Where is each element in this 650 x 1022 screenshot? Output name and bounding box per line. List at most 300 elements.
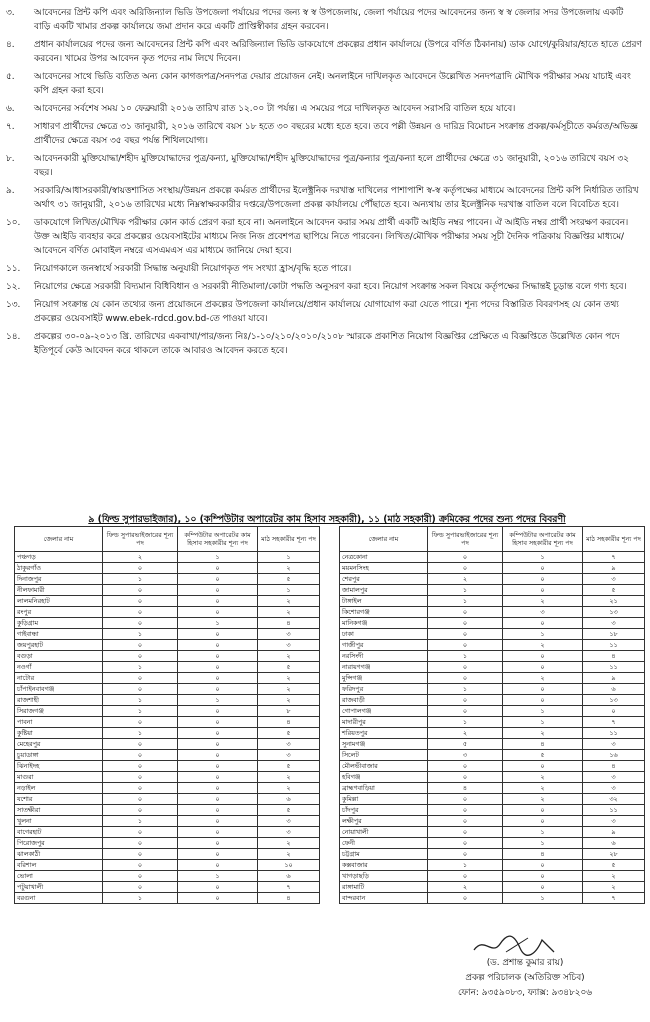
- operator-count-cell: ১: [178, 618, 258, 629]
- district-cell: ভোলা: [15, 871, 103, 882]
- district-cell: বরগুনা: [15, 893, 103, 904]
- clause-text: সরকারি/আধাসরকারী/স্বায়ত্তশাসিত সংস্থায়/উন্নয়ন প্রকল্পে কর্মরত প্রার্থীদের ইলেক্ট্রনিক দরখাস্ত দাখিলের পাশাপাশি স্ব-স্ব কর্তৃপক্ষের মাধ্যমে আবেদনের প্রিন্ট কপি নির্ধারিত তারিখ অর্থাৎ ৩১ জানুয়ারী, ২০১৬ তারিখের মধ্যে নিম্নস্বাক্ষরকারীর দপ্তরে/উপজেলা প্রকল্প কার্যালয়ে পৌঁছাতে হবে। অন্যথায় তার ইলেক্ট্রনিক দরখাস্ত বাতিল বলে বিবেচিত হবে।: [34, 186, 639, 210]
- field-count-cell: ৭: [583, 552, 645, 563]
- operator-count-cell: ০: [503, 761, 583, 772]
- table-row: [15, 849, 320, 860]
- field-count-cell: ৩: [583, 816, 645, 827]
- col-field: মাঠ সহকারীর শূন্য পদ: [583, 527, 645, 552]
- table-row: [340, 728, 645, 739]
- field-count-cell: ৫: [583, 585, 645, 596]
- operator-count-cell: ০: [178, 783, 258, 794]
- supervisor-count-cell: ০: [428, 849, 503, 860]
- field-count-cell: ২: [258, 563, 320, 574]
- col-operator: কম্পিউটার অপারেটর কাম হিসাব সহকারীর শূন্য পদ: [503, 527, 583, 552]
- operator-count-cell: ০: [178, 563, 258, 574]
- field-count-cell: ৪: [583, 761, 645, 772]
- clause-number: ৭.: [6, 122, 15, 132]
- operator-count-cell: ০: [503, 585, 583, 596]
- clause-item: [6, 216, 642, 258]
- district-cell: মাদারীপুর: [340, 717, 428, 728]
- table-row: [340, 706, 645, 717]
- district-cell: রাজশাহী: [15, 695, 103, 706]
- operator-count-cell: ০: [178, 739, 258, 750]
- clause-number: ৫.: [6, 72, 15, 82]
- operator-count-cell: ২: [503, 728, 583, 739]
- district-cell: মুন্সিগঞ্জ: [340, 673, 428, 684]
- operator-count-cell: ০: [178, 761, 258, 772]
- district-cell: নাটোর: [15, 673, 103, 684]
- field-count-cell: ৩: [258, 816, 320, 827]
- table-row: [340, 651, 645, 662]
- district-cell: লক্ষীপুর: [340, 816, 428, 827]
- supervisor-count-cell: ০: [428, 761, 503, 772]
- field-count-cell: ৩২: [583, 794, 645, 805]
- operator-count-cell: ১: [178, 695, 258, 706]
- district-cell: নড়াইল: [15, 783, 103, 794]
- supervisor-count-cell: ০: [103, 563, 178, 574]
- operator-count-cell: ২: [503, 783, 583, 794]
- district-cell: টাঙ্গাইল: [340, 596, 428, 607]
- field-count-cell: ৩: [583, 739, 645, 750]
- district-cell: নেত্রকোনা: [340, 552, 428, 563]
- supervisor-count-cell: ০: [428, 827, 503, 838]
- field-count-cell: ৩: [258, 827, 320, 838]
- table-row: [340, 750, 645, 761]
- operator-count-cell: ০: [178, 794, 258, 805]
- table-row: [340, 684, 645, 695]
- supervisor-count-cell: ০: [103, 750, 178, 761]
- table-row: [15, 662, 320, 673]
- district-cell: মৌলভীবাজার: [340, 761, 428, 772]
- field-count-cell: ১১: [583, 662, 645, 673]
- district-cell: কিশোরগঞ্জ: [340, 607, 428, 618]
- operator-count-cell: ০: [503, 563, 583, 574]
- supervisor-count-cell: ০: [428, 673, 503, 684]
- table-row: [340, 783, 645, 794]
- field-count-cell: ৮: [258, 706, 320, 717]
- operator-count-cell: ০: [503, 805, 583, 816]
- supervisor-count-cell: ০: [428, 695, 503, 706]
- supervisor-count-cell: ৩: [428, 750, 503, 761]
- field-count-cell: ২: [258, 673, 320, 684]
- operator-count-cell: ০: [503, 695, 583, 706]
- operator-count-cell: ২: [503, 596, 583, 607]
- table-row: [340, 574, 645, 585]
- district-cell: রংপুর: [15, 607, 103, 618]
- table-row: [15, 761, 320, 772]
- district-cell: ফেনী: [340, 838, 428, 849]
- field-count-cell: ৫: [258, 574, 320, 585]
- col-district: জেলার নাম: [15, 527, 103, 552]
- district-cell: গাইবান্ধা: [15, 629, 103, 640]
- supervisor-count-cell: ০: [103, 871, 178, 882]
- district-cell: শেরপুর: [340, 574, 428, 585]
- district-cell: খুলনা: [15, 816, 103, 827]
- field-count-cell: ২: [258, 783, 320, 794]
- col-district: জেলার নাম: [340, 527, 428, 552]
- operator-count-cell: ০: [503, 651, 583, 662]
- field-count-cell: ১: [258, 552, 320, 563]
- table-row: [340, 618, 645, 629]
- table-row: [15, 838, 320, 849]
- field-count-cell: ৪: [583, 651, 645, 662]
- supervisor-count-cell: ০: [103, 651, 178, 662]
- supervisor-count-cell: ১: [428, 651, 503, 662]
- clause-text: ডাকযোগে লিখিত/মৌখিক পরীক্ষার কোন কার্ড প্রেরণ করা হবে না। অনলাইনে আবেদন করার সময় প্রার্থী একটি আইডি নম্বর পাবেন। ঐ আইডি নম্বর প্রার্থী সংরক্ষণ করবেন। উক্ত আইডি ব্যবহার করে প্রকল্পের ওয়েবসাইটের মাধ্যমে নিজ নিজ প্রবেশপত্র ছাপিয়ে নিতে পারবেন। লিখিত/মৌখিক পরীক্ষার সময় সূচী দৈনিক পত্রিকায় বিজ্ঞপ্তির মাধ্যমে/আবেদনে বর্ণিত মোবাইল নম্বরে এসএমএস এর মাধ্যমে জানিয়ে দেয়া হবে।: [34, 218, 629, 256]
- table-row: [340, 893, 645, 904]
- clause-text: নিয়োগের ক্ষেত্রে সরকারী বিদ্যমান বিধিবিধান ও সরকারী নীতিমালা/কোটা পদ্ধতি অনুসরণ করা হবে। নিয়োগ সংক্রান্ত সকল বিষয়ে কর্তৃপক্ষের সিদ্ধান্তই চূড়ান্ত বলে গণ্য হবে।: [34, 282, 627, 292]
- field-count-cell: ২: [583, 882, 645, 893]
- field-count-cell: ২: [258, 695, 320, 706]
- district-cell: সিলেট: [340, 750, 428, 761]
- table-row: [340, 838, 645, 849]
- table-row: [15, 552, 320, 563]
- vacancy-table-left: [14, 526, 320, 904]
- clause-number: ১০.: [6, 218, 21, 228]
- table-row: [340, 607, 645, 618]
- table-row: [15, 717, 320, 728]
- supervisor-count-cell: ০: [103, 673, 178, 684]
- table-row: [340, 629, 645, 640]
- district-cell: নরসিংদী: [340, 651, 428, 662]
- supervisor-count-cell: ০: [428, 662, 503, 673]
- field-count-cell: ৫: [583, 860, 645, 871]
- district-cell: মানিকগঞ্জ: [340, 618, 428, 629]
- operator-count-cell: ১: [503, 893, 583, 904]
- operator-count-cell: ০: [178, 629, 258, 640]
- table-row: [340, 596, 645, 607]
- supervisor-count-cell: ০: [103, 882, 178, 893]
- clause-item: [6, 152, 642, 180]
- district-cell: রাজবাড়ী: [340, 695, 428, 706]
- table-row: [340, 761, 645, 772]
- district-cell: গাজীপুর: [340, 640, 428, 651]
- supervisor-count-cell: ০: [428, 706, 503, 717]
- clause-number: ১৩.: [6, 300, 21, 310]
- field-count-cell: ২: [258, 772, 320, 783]
- supervisor-count-cell: ০: [428, 772, 503, 783]
- supervisor-count-cell: ০: [103, 772, 178, 783]
- supervisor-count-cell: ০: [428, 607, 503, 618]
- clause-item: [6, 120, 642, 148]
- clause-text: আবেদনের সর্বশেষ সময় ১০ ফেব্রুয়ারী ২০১৬ তারিখ রাত ১২.০০ টা পর্যন্ত। এ সময়ের পরে দাখিলকৃত আবেদন সরাসরি বাতিল হয়ে যাবে।: [34, 104, 516, 114]
- supervisor-count-cell: ৪: [428, 783, 503, 794]
- operator-count-cell: ০: [503, 816, 583, 827]
- supervisor-count-cell: ১: [103, 695, 178, 706]
- field-count-cell: ২: [258, 596, 320, 607]
- supervisor-count-cell: ০: [103, 684, 178, 695]
- field-count-cell: ১৬: [583, 750, 645, 761]
- table-row: [15, 563, 320, 574]
- supervisor-count-cell: ২: [428, 728, 503, 739]
- operator-count-cell: ২: [503, 640, 583, 651]
- clause-text: প্রকল্পের ৩০-০৯-২০১৩ খ্রি. তারিখের একবাখা/পার/জন্য নিঃ/১-১০/২১০/২০১০/২১০৮ স্মারকে প্রকাশিত নিয়োগ বিজ্ঞপ্তির প্রেক্ষিতে এ বিজ্ঞপ্তিতে উল্লেখিত কোন পদে ইতিপূর্বে কেউ আবেদন করে থাকলে তাকে আবারও আবেদন করতে হবে।: [34, 332, 620, 356]
- district-cell: চট্টগ্রাম: [340, 849, 428, 860]
- field-count-cell: ৫: [258, 728, 320, 739]
- field-count-cell: ৬: [583, 838, 645, 849]
- field-count-cell: ২: [258, 838, 320, 849]
- operator-count-cell: ০: [178, 651, 258, 662]
- field-count-cell: ৩: [583, 772, 645, 783]
- district-cell: নওগাঁ: [15, 662, 103, 673]
- operator-count-cell: ০: [178, 706, 258, 717]
- col-supervisor: ফিল্ড সুপারভাইজারের শূন্য পদ: [103, 527, 178, 552]
- signature-block: [410, 956, 640, 1001]
- clause-item: [6, 280, 642, 294]
- operator-count-cell: ০: [178, 574, 258, 585]
- table-row: [15, 772, 320, 783]
- table-row: [340, 695, 645, 706]
- supervisor-count-cell: ০: [428, 629, 503, 640]
- field-count-cell: ২: [258, 684, 320, 695]
- table-row: [340, 772, 645, 783]
- supervisor-count-cell: ০: [103, 794, 178, 805]
- field-count-cell: ২৮: [583, 849, 645, 860]
- field-count-cell: ৩: [258, 739, 320, 750]
- clause-text: সাধারণ প্রার্থীদের ক্ষেত্রে ৩১ জানুয়ারী, ২০১৬ তারিখে বয়স ১৮ হতে ৩০ বছরের মধ্যে হতে হবে। তবে পল্লী উন্নয়ন ও দারিদ্র বিমোচন সংক্রান্ত প্রকল্প/কর্মসূচীতে কর্মরত/অভিজ্ঞ প্রার্থীদের ক্ষেত্রে বয়স ৩৫ বছর পর্যন্ত শিথিলযোগ্য।: [34, 122, 638, 146]
- table-row: [340, 827, 645, 838]
- district-cell: পাবনা: [15, 717, 103, 728]
- district-cell: সিরাজগঞ্জ: [15, 706, 103, 717]
- table-row: [15, 651, 320, 662]
- district-cell: পিরোজপুর: [15, 838, 103, 849]
- clause-item: [6, 38, 642, 66]
- supervisor-count-cell: ০: [428, 640, 503, 651]
- table-row: [340, 552, 645, 563]
- district-cell: চাঁদপুর: [340, 805, 428, 816]
- supervisor-count-cell: ০: [428, 563, 503, 574]
- clause-number: ১৪.: [6, 332, 21, 342]
- operator-count-cell: ০: [178, 662, 258, 673]
- supervisor-count-cell: ১: [428, 596, 503, 607]
- operator-count-cell: ১: [503, 827, 583, 838]
- table-row: [15, 805, 320, 816]
- district-cell: লালমনিরহাট: [15, 596, 103, 607]
- table-row: [15, 893, 320, 904]
- operator-count-cell: ০: [503, 574, 583, 585]
- field-count-cell: ৯: [583, 673, 645, 684]
- operator-count-cell: ১: [503, 552, 583, 563]
- operator-count-cell: ১: [503, 838, 583, 849]
- supervisor-count-cell: ০: [103, 838, 178, 849]
- field-count-cell: ১৩: [583, 695, 645, 706]
- supervisor-count-cell: ১: [103, 662, 178, 673]
- supervisor-count-cell: ০: [103, 607, 178, 618]
- table-header-row: [340, 527, 645, 552]
- operator-count-cell: ১: [503, 706, 583, 717]
- field-count-cell: ২: [583, 871, 645, 882]
- clause-item: [6, 6, 642, 34]
- supervisor-count-cell: ০: [103, 805, 178, 816]
- clause-text: আবেদনের সাথে ভিডি ব্যতিত অন্য কোন কাগজপত্র/সনদপত্র দেয়ার প্রয়োজন নেই। অনলাইনে দাখিলকৃত আবেদনে উল্লেখিত সনদপত্রাদি মৌখিক পরীক্ষার সময় যাচাই এবং কপি গ্রহন করা হবে।: [34, 72, 631, 96]
- operator-count-cell: ০: [178, 673, 258, 684]
- district-cell: চাঁপাইনবাবগঞ্জ: [15, 684, 103, 695]
- district-cell: চুয়াডাঙ্গা: [15, 750, 103, 761]
- operator-count-cell: ১: [503, 629, 583, 640]
- table-row: [340, 739, 645, 750]
- table-row: [15, 794, 320, 805]
- clause-text: আবেদনকারী মুক্তিযোদ্ধা/শহীদ মুক্তিযোদ্ধাদের পুত্র/কন্যা, মুক্তিযোদ্ধা/শহীদ মুক্তিযোদ্ধাদের পুত্র/কন্যার পুত্র/কন্যা হলে প্রার্থীদের ক্ষেত্রে ৩১ জানুয়ারী, ২০১৬ তারিখে বয়স ৩২ বছর।: [34, 154, 629, 178]
- field-count-cell: ০: [583, 706, 645, 717]
- supervisor-count-cell: ০: [103, 596, 178, 607]
- clause-item: [6, 330, 642, 358]
- supervisor-count-cell: ১: [428, 717, 503, 728]
- vacancy-table-right: [339, 526, 645, 904]
- district-cell: নোয়াখালী: [340, 827, 428, 838]
- clause-item: [6, 184, 642, 212]
- operator-count-cell: ১: [503, 717, 583, 728]
- table-row: [15, 706, 320, 717]
- supervisor-count-cell: ১: [103, 706, 178, 717]
- operator-count-cell: ৪: [503, 739, 583, 750]
- district-cell: ঢাকা: [340, 629, 428, 640]
- clause-number: ১১.: [6, 264, 21, 274]
- field-count-cell: ২: [258, 607, 320, 618]
- supervisor-count-cell: ০: [103, 860, 178, 871]
- operator-count-cell: ০: [178, 728, 258, 739]
- operator-count-cell: ০: [178, 827, 258, 838]
- district-cell: ঠাকুরগাঁও: [15, 563, 103, 574]
- operator-count-cell: ০: [178, 849, 258, 860]
- field-count-cell: ৩: [583, 618, 645, 629]
- table-row: [15, 882, 320, 893]
- district-cell: গোপালগঞ্জ: [340, 706, 428, 717]
- field-count-cell: ৫: [258, 662, 320, 673]
- table-row: [340, 717, 645, 728]
- operator-count-cell: ০: [178, 607, 258, 618]
- table-row: [15, 673, 320, 684]
- field-count-cell: ৪: [258, 893, 320, 904]
- district-cell: জামালপুর: [340, 585, 428, 596]
- field-count-cell: ১৮: [583, 629, 645, 640]
- supervisor-count-cell: ০: [428, 871, 503, 882]
- field-count-cell: ৫: [258, 761, 320, 772]
- supervisor-count-cell: ২: [428, 882, 503, 893]
- operator-count-cell: ০: [503, 618, 583, 629]
- field-count-cell: ১০: [258, 860, 320, 871]
- operator-count-cell: ১: [178, 552, 258, 563]
- table-row: [15, 827, 320, 838]
- field-count-cell: ৪: [258, 717, 320, 728]
- operator-count-cell: ০: [178, 816, 258, 827]
- district-cell: সুনামগঞ্জ: [340, 739, 428, 750]
- table-row: [340, 882, 645, 893]
- table-row: [15, 607, 320, 618]
- clause-text: নিয়োগ সংক্রান্ত যে কোন তথ্যের জন্য প্রয়োজনে প্রকল্পের উপজেলা কার্যালয়ে/প্রধান কার্যালয়ে যোগাযোগ করা যেতে পারে। শূন্য পদের বিস্তারিত বিবরণসহ যে কোন তথ্য প্রকল্পের ওয়েবসাইট www.ebek-rdcd.gov.bd-তে পাওয়া যাবে।: [34, 300, 619, 324]
- supervisor-count-cell: ১: [428, 585, 503, 596]
- operator-count-cell: ০: [178, 860, 258, 871]
- clause-number: ৯.: [6, 186, 15, 196]
- operator-count-cell: ০: [503, 882, 583, 893]
- signatory-designation: প্রকল্প পরিচালক (অতিরিক্ত সচিব): [465, 973, 585, 983]
- operator-count-cell: ০: [503, 662, 583, 673]
- operator-count-cell: ০: [178, 684, 258, 695]
- operator-count-cell: ০: [178, 585, 258, 596]
- contact-info: ফোন: ৯৩৫৯০৮৩, ফ্যাক্স: ৯৩৪৮২০৬: [457, 988, 593, 998]
- col-supervisor: ফিল্ড সুপারভাইজারের শূন্য পদ: [428, 527, 503, 552]
- table-row: [15, 585, 320, 596]
- supervisor-count-cell: ১: [428, 860, 503, 871]
- field-count-cell: ৬: [258, 871, 320, 882]
- field-count-cell: ১১: [583, 640, 645, 651]
- col-field: মাঠ সহকারীর শূন্য পদ: [258, 527, 320, 552]
- district-cell: জয়পুরহাট: [15, 640, 103, 651]
- supervisor-count-cell: ১: [103, 816, 178, 827]
- clause-item: [6, 102, 642, 116]
- district-cell: ঝিনাইদহ: [15, 761, 103, 772]
- table-row: [340, 585, 645, 596]
- supervisor-count-cell: ১: [103, 728, 178, 739]
- terms-list: [6, 6, 642, 362]
- district-cell: সাতক্ষীরা: [15, 805, 103, 816]
- supervisor-count-cell: ০: [103, 640, 178, 651]
- field-count-cell: ৯: [583, 563, 645, 574]
- handwritten-signature: [470, 932, 560, 958]
- table-row: [15, 783, 320, 794]
- district-cell: খাগড়াছড়ি: [340, 871, 428, 882]
- operator-count-cell: ০: [503, 684, 583, 695]
- table-row: [340, 794, 645, 805]
- supervisor-count-cell: ১: [103, 629, 178, 640]
- district-cell: বান্দরবান: [340, 893, 428, 904]
- district-cell: মেহেরপুর: [15, 739, 103, 750]
- operator-count-cell: ৪: [503, 849, 583, 860]
- field-count-cell: ৭: [583, 717, 645, 728]
- supervisor-count-cell: ০: [428, 794, 503, 805]
- table-row: [15, 618, 320, 629]
- clause-number: ৮.: [6, 154, 15, 164]
- operator-count-cell: ০: [178, 882, 258, 893]
- supervisor-count-cell: ০: [103, 717, 178, 728]
- field-count-cell: ৬: [258, 794, 320, 805]
- supervisor-count-cell: ২: [103, 552, 178, 563]
- operator-count-cell: ৫: [503, 750, 583, 761]
- field-count-cell: ৯: [583, 827, 645, 838]
- clause-item: [6, 70, 642, 98]
- district-cell: পঞ্চগড়: [15, 552, 103, 563]
- table-row: [15, 871, 320, 882]
- operator-count-cell: ০: [178, 772, 258, 783]
- field-count-cell: ৭: [583, 893, 645, 904]
- field-count-cell: ১১: [583, 728, 645, 739]
- district-cell: শরিয়তপুর: [340, 728, 428, 739]
- table-row: [15, 739, 320, 750]
- supervisor-count-cell: ০: [103, 849, 178, 860]
- operator-count-cell: ০: [178, 596, 258, 607]
- supervisor-count-cell: ০: [428, 893, 503, 904]
- operator-count-cell: ২: [503, 794, 583, 805]
- operator-count-cell: ০: [178, 805, 258, 816]
- table-row: [15, 816, 320, 827]
- table-row: [340, 662, 645, 673]
- field-count-cell: ৬: [583, 684, 645, 695]
- field-count-cell: ১: [258, 585, 320, 596]
- district-cell: বগুড়া: [15, 651, 103, 662]
- clause-text: প্রধান কার্যালয়ের পদের জন্য আবেদনের প্রিন্ট কপি এবং অরিজিন্যাল ভিডি ডাকযোগে প্রকল্পের প্রধান কার্যালয়ে (উপরে বর্ণিত ঠিকানায়) ডাক যোগে/কুরিয়ার/হাতে হাতে প্রেরণ করবেন। খামের উপর আবেদন কৃত পদের নাম লিখে দিবেন।: [34, 40, 642, 64]
- district-cell: ঝালকাঠী: [15, 849, 103, 860]
- district-cell: মাগুরা: [15, 772, 103, 783]
- clause-number: ৬.: [6, 104, 15, 114]
- field-count-cell: ৩: [258, 629, 320, 640]
- district-cell: যশোর: [15, 794, 103, 805]
- field-count-cell: ২: [258, 849, 320, 860]
- table-row: [15, 695, 320, 706]
- table-row: [15, 860, 320, 871]
- supervisor-count-cell: ১: [103, 574, 178, 585]
- supervisor-count-cell: ০: [428, 838, 503, 849]
- operator-count-cell: ০: [178, 893, 258, 904]
- supervisor-count-cell: ০: [428, 805, 503, 816]
